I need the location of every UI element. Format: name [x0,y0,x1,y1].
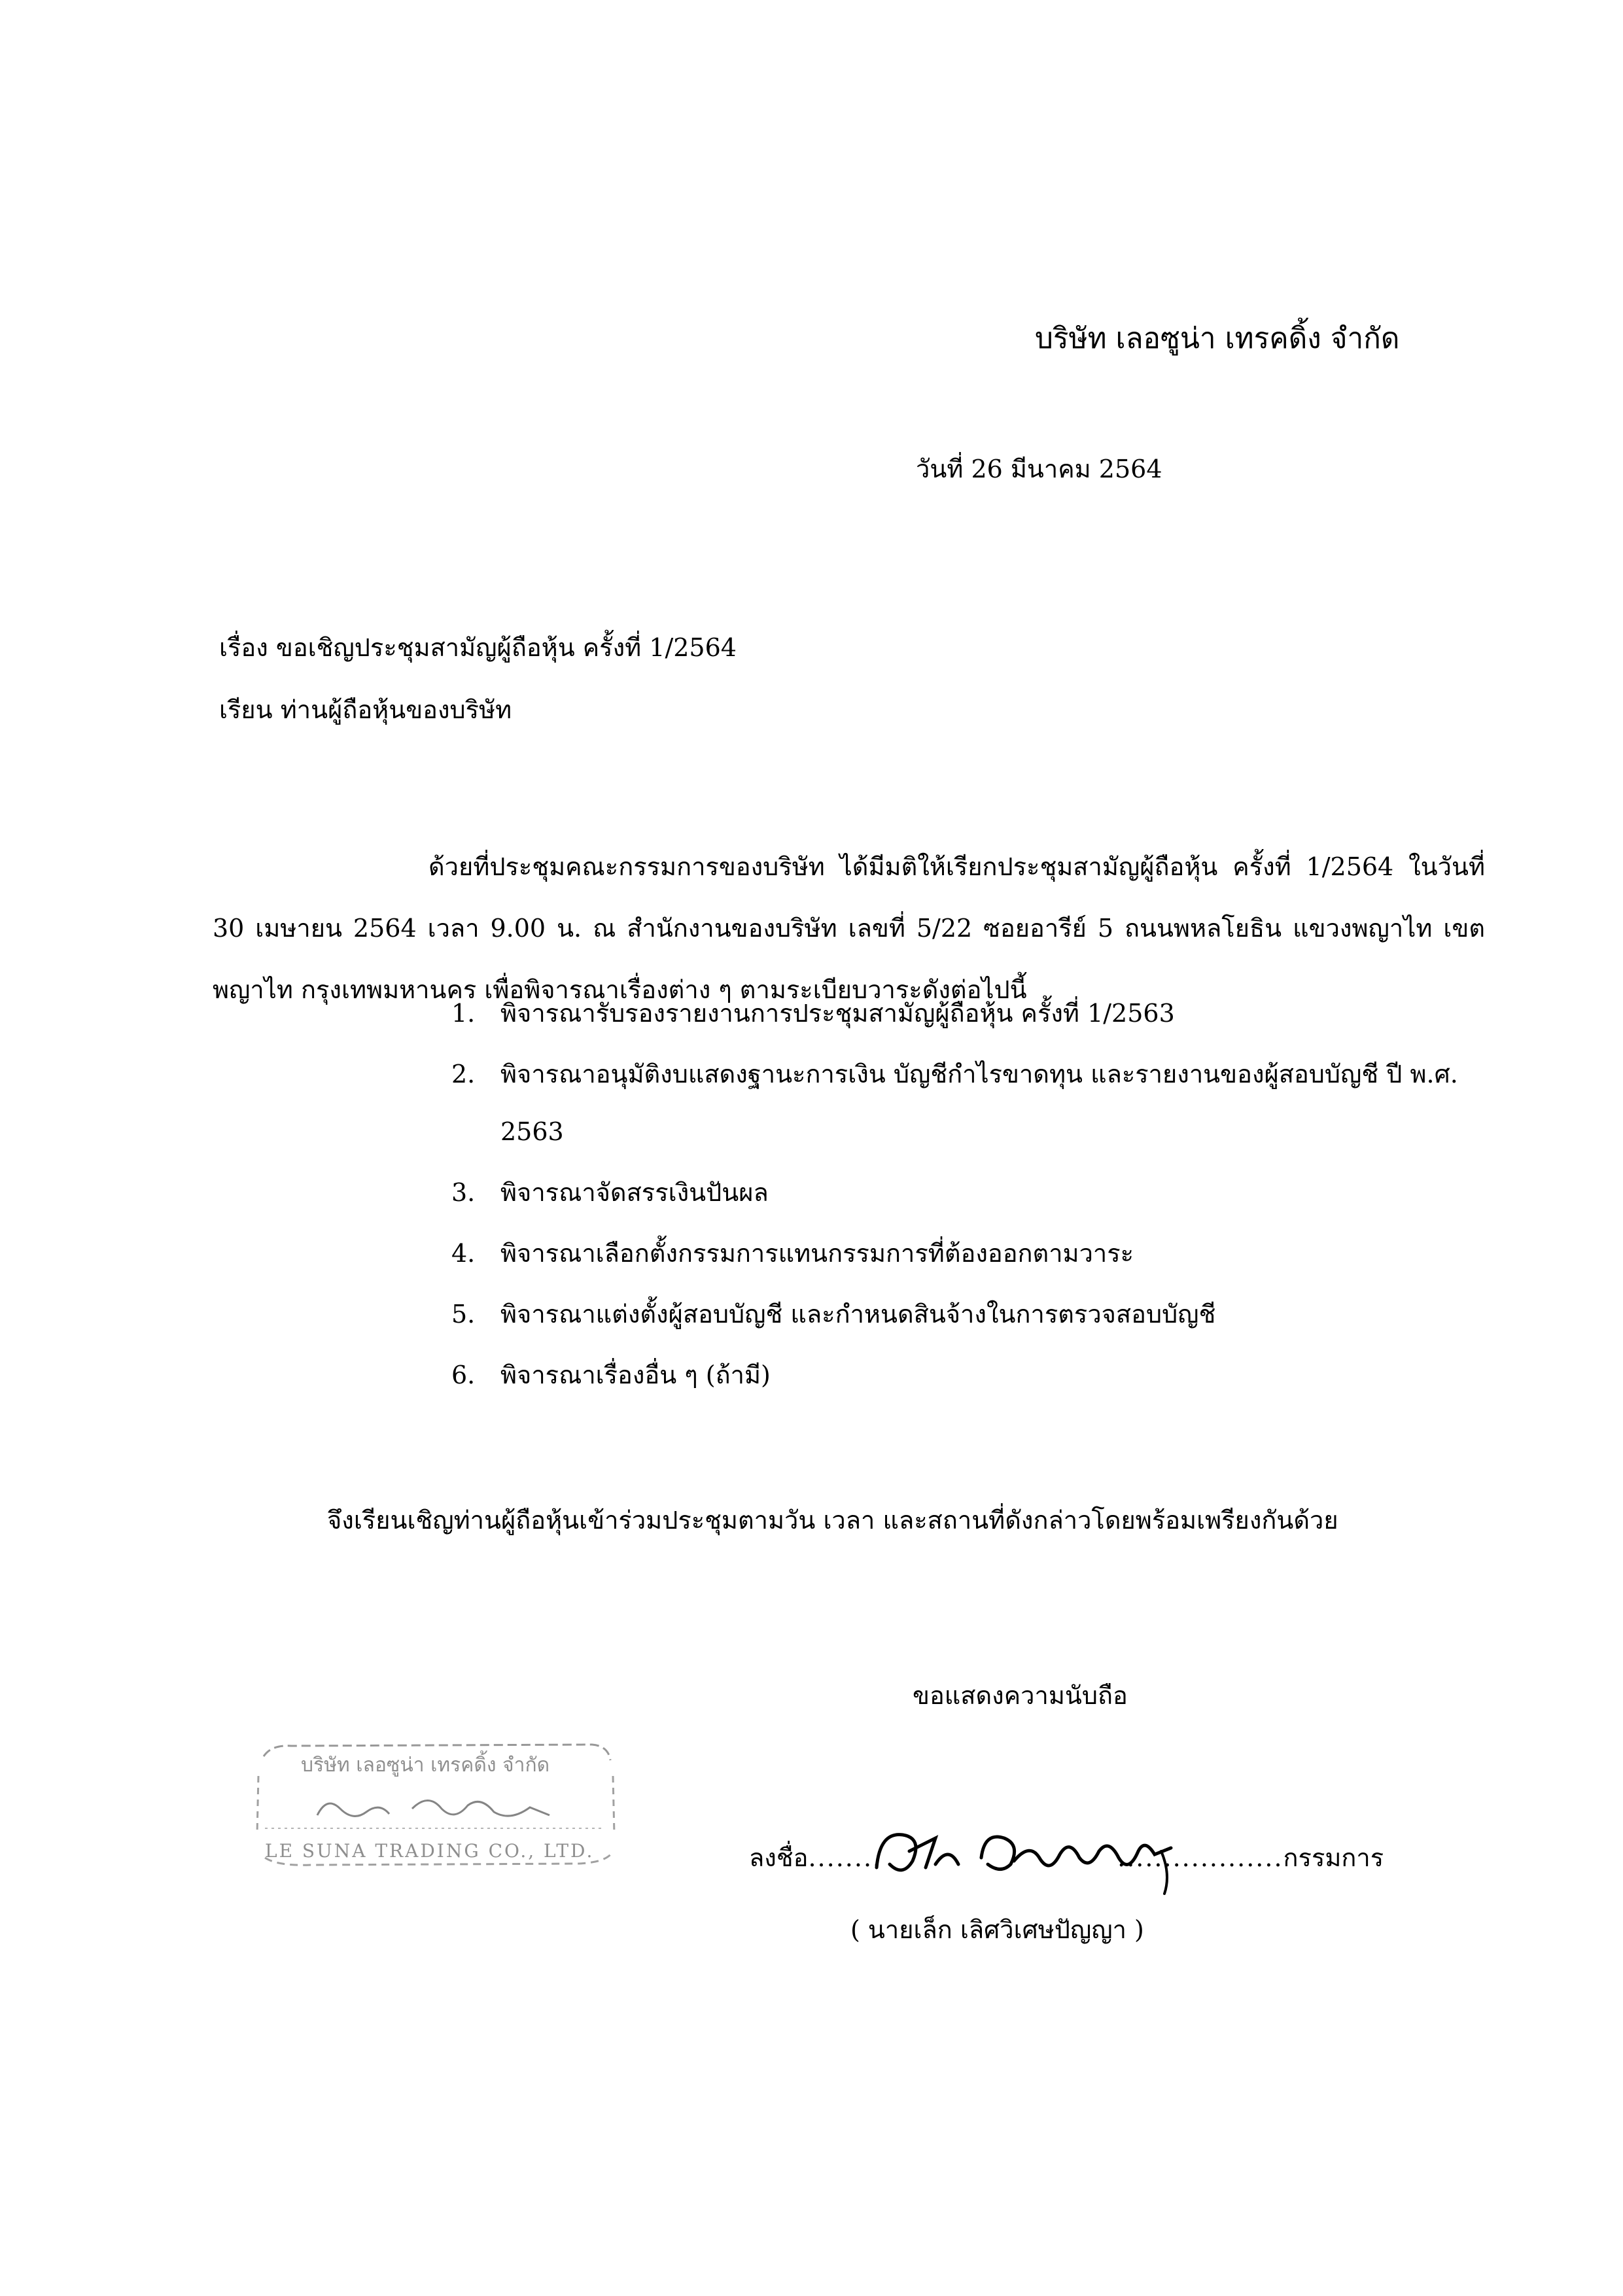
agenda-list [451,984,1492,1407]
letter-body: ด้วยที่ประชุมคณะกรรมการของบริษัท ได้มีมติให้เรียกประชุมสามัญผู้ถือหุ้น ครั้งที่ 1/2564 ในวันที่ 30 เมษายน 2564 เวลา 9.00 น. ณ สำนักงานของบริษัท เลขที่ 5/22 ซอยอารีย์ 5 ถนนพหลโยธิน แขวงพญาไท เขตพญาไท กรุงเทพมหานคร เพื่อพิจารณาเรื่องต่าง ๆ ตามระเบียบวาระดังต่อไปนี้ [213,852,1485,1004]
agenda-number: 5. [451,1300,476,1329]
agenda-item [451,984,1492,1042]
agenda-number: 2. [451,1060,476,1088]
agenda-number: 3. [451,1178,476,1207]
company-stamp [252,1737,618,1874]
letter-regards: ขอแสดงความนับถือ [913,1681,1128,1710]
letter-date: วันที่ 26 มีนาคม 2564 [916,455,1162,483]
agenda-text: พิจารณาเลือกตั้งกรรมการแทนกรรมการที่ต้องออกตามวาระ [500,1239,1134,1268]
stamp-text-thai: บริษัท เลอซูน่า เทรคดิ้ง จำกัด [301,1754,550,1777]
agenda-text: พิจารณาอนุมัติงบแสดงฐานะการเงิน บัญชีกำไรขาดทุน และรายงานของผู้สอบบัญชี ปี พ.ศ. 2563 [500,1060,1458,1146]
agenda-item [451,1164,1492,1221]
letter-closing: จึงเรียนเชิญท่านผู้ถือหุ้นเข้าร่วมประชุมตามวัน เวลา และสถานที่ดังกล่าวโดยพร้อมเพรียงกันด้วย [327,1506,1338,1535]
agenda-item [451,1045,1492,1160]
company-name: บริษัท เลอซูน่า เทรคดิ้ง จำกัด [1035,322,1400,355]
letter-salutation: เรียน ท่านผู้ถือหุ้นของบริษัท [219,695,512,724]
sign-dots-left: ........ [808,1843,882,1872]
agenda-number: 6. [451,1361,476,1389]
signer-role: กรรมการ [1283,1843,1384,1872]
signer-name: ( นายเล็ก เลิศวิเศษปัญญา ) [850,1915,1144,1944]
agenda-text: พิจารณาเรื่องอื่น ๆ (ถ้ามี) [500,1361,771,1389]
letter-subject: เรื่อง ขอเชิญประชุมสามัญผู้ถือหุ้น ครั้งที่ 1/2564 [219,633,737,662]
stamp-text-english: LE SUNA TRADING CO., LTD. [265,1840,595,1862]
agenda-text: พิจารณาจัดสรรเงินปันผล [500,1178,769,1207]
agenda-item [451,1285,1492,1343]
agenda-text: พิจารณาแต่งตั้งผู้สอบบัญชี และกำหนดสินจ้างในการตรวจสอบบัญชี [500,1300,1216,1329]
stamp-handwriting [314,1789,563,1835]
sign-label: ลงชื่อ [749,1843,809,1872]
agenda-number: 1. [451,999,476,1028]
handwritten-signature [864,1812,1191,1897]
agenda-text: พิจารณารับรองรายงานการประชุมสามัญผู้ถือหุ้น ครั้งที่ 1/2563 [500,999,1175,1028]
agenda-number: 4. [451,1239,476,1268]
agenda-item [451,1225,1492,1282]
agenda-item [451,1346,1492,1404]
sign-dots-right: .................. [1117,1843,1283,1872]
